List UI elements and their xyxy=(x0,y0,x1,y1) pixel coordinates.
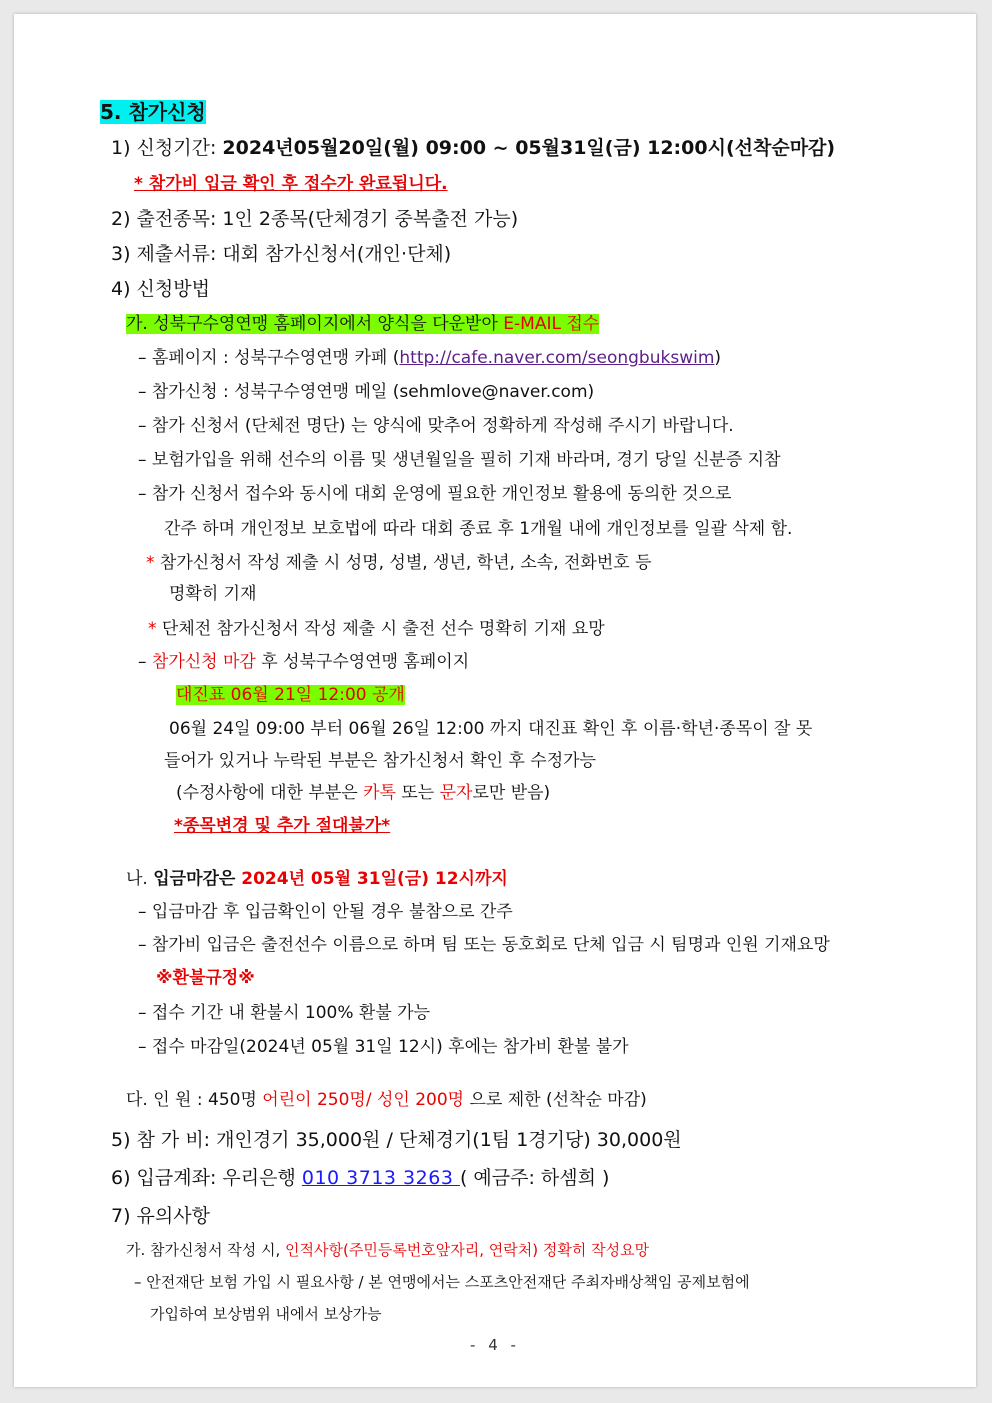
method-ga xyxy=(126,310,599,338)
fee-line: 5) 참 가 비: 개인경기 35,000원 / 단체경기(1팀 1경기당) 30,000원 xyxy=(111,1129,682,1151)
refund-title: ※환불규정※ xyxy=(156,968,255,988)
document-page xyxy=(14,14,976,1387)
form-line: – 참가 신청서 (단체전 명단) 는 양식에 맞추어 정확하게 작성해 주시기 바랍니다. xyxy=(138,416,734,436)
account-line: 6) 입금계좌: 우리은행 010 3713 3263 ( 예금주: 하셈희 ) xyxy=(111,1167,610,1189)
period-note: * 참가비 입금 확인 후 접수가 완료됩니다. xyxy=(134,174,448,194)
notes-ga: 가. 참가신청서 작성 시, 인적사항(주민등록번호앞자리, 연락처) 정확히 작성요망 xyxy=(126,1241,650,1259)
events-line: 2) 출전종목: 1인 2종목(단체경기 중복출전 가능) xyxy=(111,208,519,230)
star-note-1-cont: 명확히 기재 xyxy=(169,584,257,604)
fix-channel-line: (수정사항에 대한 부분은 카톡 또는 문자로만 받음) xyxy=(176,783,551,803)
refund-line-2: – 접수 마감일(2024년 05월 31일 12시) 후에는 참가비 환불 불가 xyxy=(138,1037,629,1057)
section-title: 5. 참가신청 xyxy=(100,100,206,124)
application-period: 1) 신청기간: 2024년05월20일(월) 09:00 ~ 05월31일(금) 12:00시(선착순마감) xyxy=(111,137,836,159)
no-change-note: *종목변경 및 추가 절대불가* xyxy=(174,816,391,836)
payment-deadline: 나. 입금마감은 2024년 05월 31일(금) 12시까지 xyxy=(126,869,508,889)
docs-line: 3) 제출서류: 대회 참가신청서(개인·단체) xyxy=(111,243,452,265)
draw-check-line-2: 들어가 있거나 누락된 부분은 참가신청서 확인 후 수정가능 xyxy=(164,751,596,771)
draw-public: 대진표 06월 21일 12:00 공개 xyxy=(176,685,405,705)
account-number: 010 3713 3263 xyxy=(301,1167,460,1189)
method-title: 4) 신청방법 xyxy=(111,278,210,300)
notes-line-2: 가입하여 보상범위 내에서 보상가능 xyxy=(150,1305,382,1323)
draw-check-line-1: 06월 24일 09:00 부터 06월 26일 12:00 까지 대진표 확인 후 이름·학년·종목이 잘 못 xyxy=(169,719,813,739)
star-note-1: * 참가신청서 작성 제출 시 성명, 성별, 생년, 학년, 소속, 전화번호 등 xyxy=(146,553,652,573)
method-ga-highlight: 가. 성북구수영연맹 홈페이지에서 양식을 다운받아 E-MAIL 접수 xyxy=(126,314,600,334)
refund-line-1: – 접수 기간 내 환불시 100% 환불 가능 xyxy=(138,1003,430,1023)
notes-title: 7) 유의사항 xyxy=(111,1205,210,1227)
quota-line: 다. 인 원 : 450명 어린이 250명/ 성인 200명 으로 제한 (선착순 마감) xyxy=(126,1090,647,1110)
privacy-line-2: 간주 하며 개인정보 보호법에 따라 대회 종료 후 1개월 내에 개인정보를 일괄 삭제 함. xyxy=(164,519,793,539)
homepage-link[interactable]: http://cafe.naver.com/seongbukswim xyxy=(399,348,715,368)
payment-line-1: – 입금마감 후 입금확인이 안될 경우 불참으로 간주 xyxy=(138,902,513,922)
privacy-line-1: – 참가 신청서 접수와 동시에 대회 운영에 필요한 개인정보 활용에 동의한 것으로 xyxy=(138,484,732,504)
deadline-line: – 참가신청 마감 후 성북구수영연맹 홈페이지 xyxy=(138,652,470,672)
homepage-line: – 홈페이지 : 성북구수영연맹 카페 (http://cafe.naver.com/seongbukswim) xyxy=(138,348,722,368)
insurance-line: – 보험가입을 위해 선수의 이름 및 생년월일을 필히 기재 바라며, 경기 당일 신분증 지참 xyxy=(138,450,781,470)
star-note-2: * 단체전 참가신청서 작성 제출 시 출전 선수 명확히 기재 요망 xyxy=(148,619,605,639)
notes-line-1: – 안전재단 보험 가입 시 필요사항 / 본 연맹에서는 스포츠안전재단 주최자배상책임 공제보험에 xyxy=(134,1273,750,1291)
apply-email-line: – 참가신청 : 성북구수영연맹 메일 (sehmlove@naver.com) xyxy=(138,382,595,402)
page-number: - 4 - xyxy=(470,1336,520,1354)
payment-line-2: – 참가비 입금은 출전선수 이름으로 하며 팀 또는 동호회로 단체 입금 시 팀명과 인원 기재요망 xyxy=(138,935,830,955)
